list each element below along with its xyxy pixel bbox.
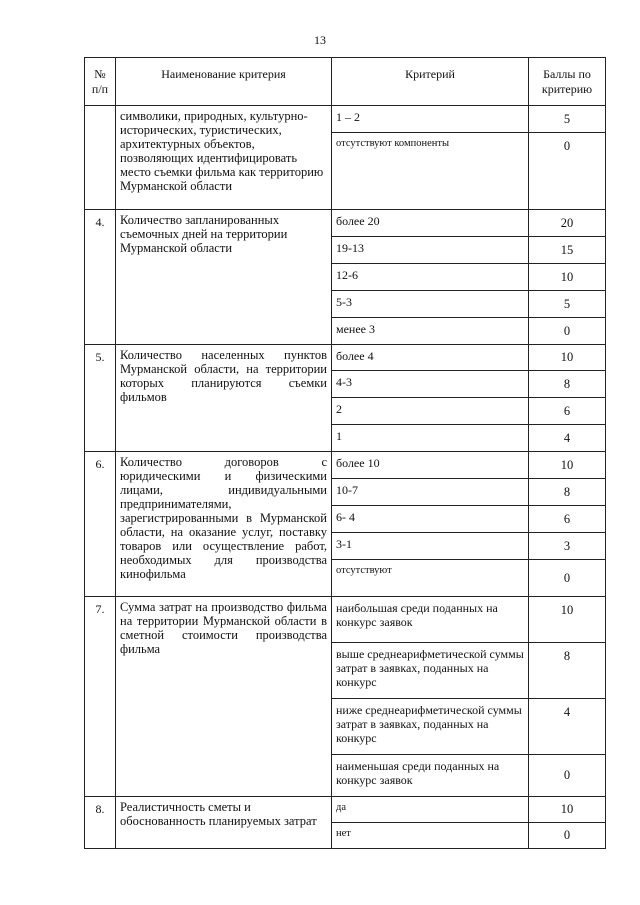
- criterion-name: Сумма затрат на производство фильма на территории Мурманской области в сметной стоимости производства фильма: [116, 597, 332, 797]
- criterion-option: более 4: [332, 345, 529, 371]
- criterion-option: 19-13: [332, 237, 529, 264]
- criterion-option: более 10: [332, 452, 529, 479]
- criterion-option: 1: [332, 425, 529, 452]
- page-number: 13: [314, 33, 326, 47]
- criterion-option: более 20: [332, 210, 529, 237]
- score-value: 10: [529, 345, 606, 371]
- criterion-option: 4-3: [332, 371, 529, 398]
- criterion-name: Количество договоров с юридическими и физическими лицами, индивидуальными предпринимателями, зарегистрированными в Мурманской области, на оказание услуг, поставку товаров или осуществление работ, необходимых для производства кинофильма: [116, 452, 332, 597]
- criterion-option: нет: [332, 823, 529, 849]
- score-value: 15: [529, 237, 606, 264]
- score-value: 10: [529, 597, 606, 643]
- row-num: 7.: [85, 597, 116, 797]
- header-criterion: Критерий: [332, 58, 529, 106]
- score-value: 0: [529, 133, 606, 210]
- criterion-option: выше среднеарифметической суммы затрат в заявках, поданных на конкурс: [332, 643, 529, 699]
- score-value: 4: [529, 425, 606, 452]
- score-value: 8: [529, 643, 606, 699]
- criteria-table: [84, 57, 606, 849]
- criterion-option: 6- 4: [332, 506, 529, 533]
- table-row: [85, 106, 606, 133]
- score-value: 6: [529, 506, 606, 533]
- row-num: [85, 106, 116, 210]
- table-row: [85, 345, 606, 371]
- criterion-option: 3-1: [332, 533, 529, 560]
- score-value: 0: [529, 823, 606, 849]
- criterion-option: ниже среднеарифметической суммы затрат в заявках, поданных на конкурс: [332, 699, 529, 755]
- score-value: 0: [529, 318, 606, 345]
- criterion-name: Количество запланированных съемочных дней на территории Мурманской области: [116, 210, 332, 345]
- score-value: 10: [529, 452, 606, 479]
- row-num: 8.: [85, 797, 116, 849]
- header-score: Баллы по критерию: [529, 58, 606, 106]
- criterion-option: наибольшая среди поданных на конкурс заявок: [332, 597, 529, 643]
- table-row: [85, 597, 606, 643]
- criterion-name: Реалистичность сметы и обоснованность планируемых затрат: [116, 797, 332, 849]
- criterion-option: 2: [332, 398, 529, 425]
- criterion-option: 5-3: [332, 291, 529, 318]
- header-num: № п/п: [85, 58, 116, 106]
- criterion-option: 12-6: [332, 264, 529, 291]
- score-value: 5: [529, 291, 606, 318]
- criterion-name: Количество населенных пунктов Мурманской области, на территории которых планируются съемки фильмов: [116, 345, 332, 452]
- row-num: 5.: [85, 345, 116, 452]
- score-value: 10: [529, 264, 606, 291]
- score-value: 5: [529, 106, 606, 133]
- table-row: [85, 210, 606, 237]
- criterion-option: наименьшая среди поданных на конкурс заявок: [332, 755, 529, 797]
- score-value: 0: [529, 755, 606, 797]
- header-name: Наименование критерия: [116, 58, 332, 106]
- score-value: 10: [529, 797, 606, 823]
- table-header-row: [85, 58, 606, 106]
- row-num: 4.: [85, 210, 116, 345]
- score-value: 8: [529, 479, 606, 506]
- score-value: 6: [529, 398, 606, 425]
- score-value: 4: [529, 699, 606, 755]
- criterion-name: символики, природных, культурно-исторических, туристических, архитектурных объектов, позволяющих идентифицировать место съемки фильма как территорию Мурманской области: [116, 106, 332, 210]
- criterion-option: отсутствуют компоненты: [332, 133, 529, 210]
- score-value: 20: [529, 210, 606, 237]
- score-value: 3: [529, 533, 606, 560]
- score-value: 0: [529, 560, 606, 597]
- criterion-option: отсутствуют: [332, 560, 529, 597]
- table-row: [85, 452, 606, 479]
- criterion-option: да: [332, 797, 529, 823]
- criterion-option: менее 3: [332, 318, 529, 345]
- criterion-option: 10-7: [332, 479, 529, 506]
- row-num: 6.: [85, 452, 116, 597]
- criterion-option: 1 – 2: [332, 106, 529, 133]
- table-row: [85, 797, 606, 823]
- score-value: 8: [529, 371, 606, 398]
